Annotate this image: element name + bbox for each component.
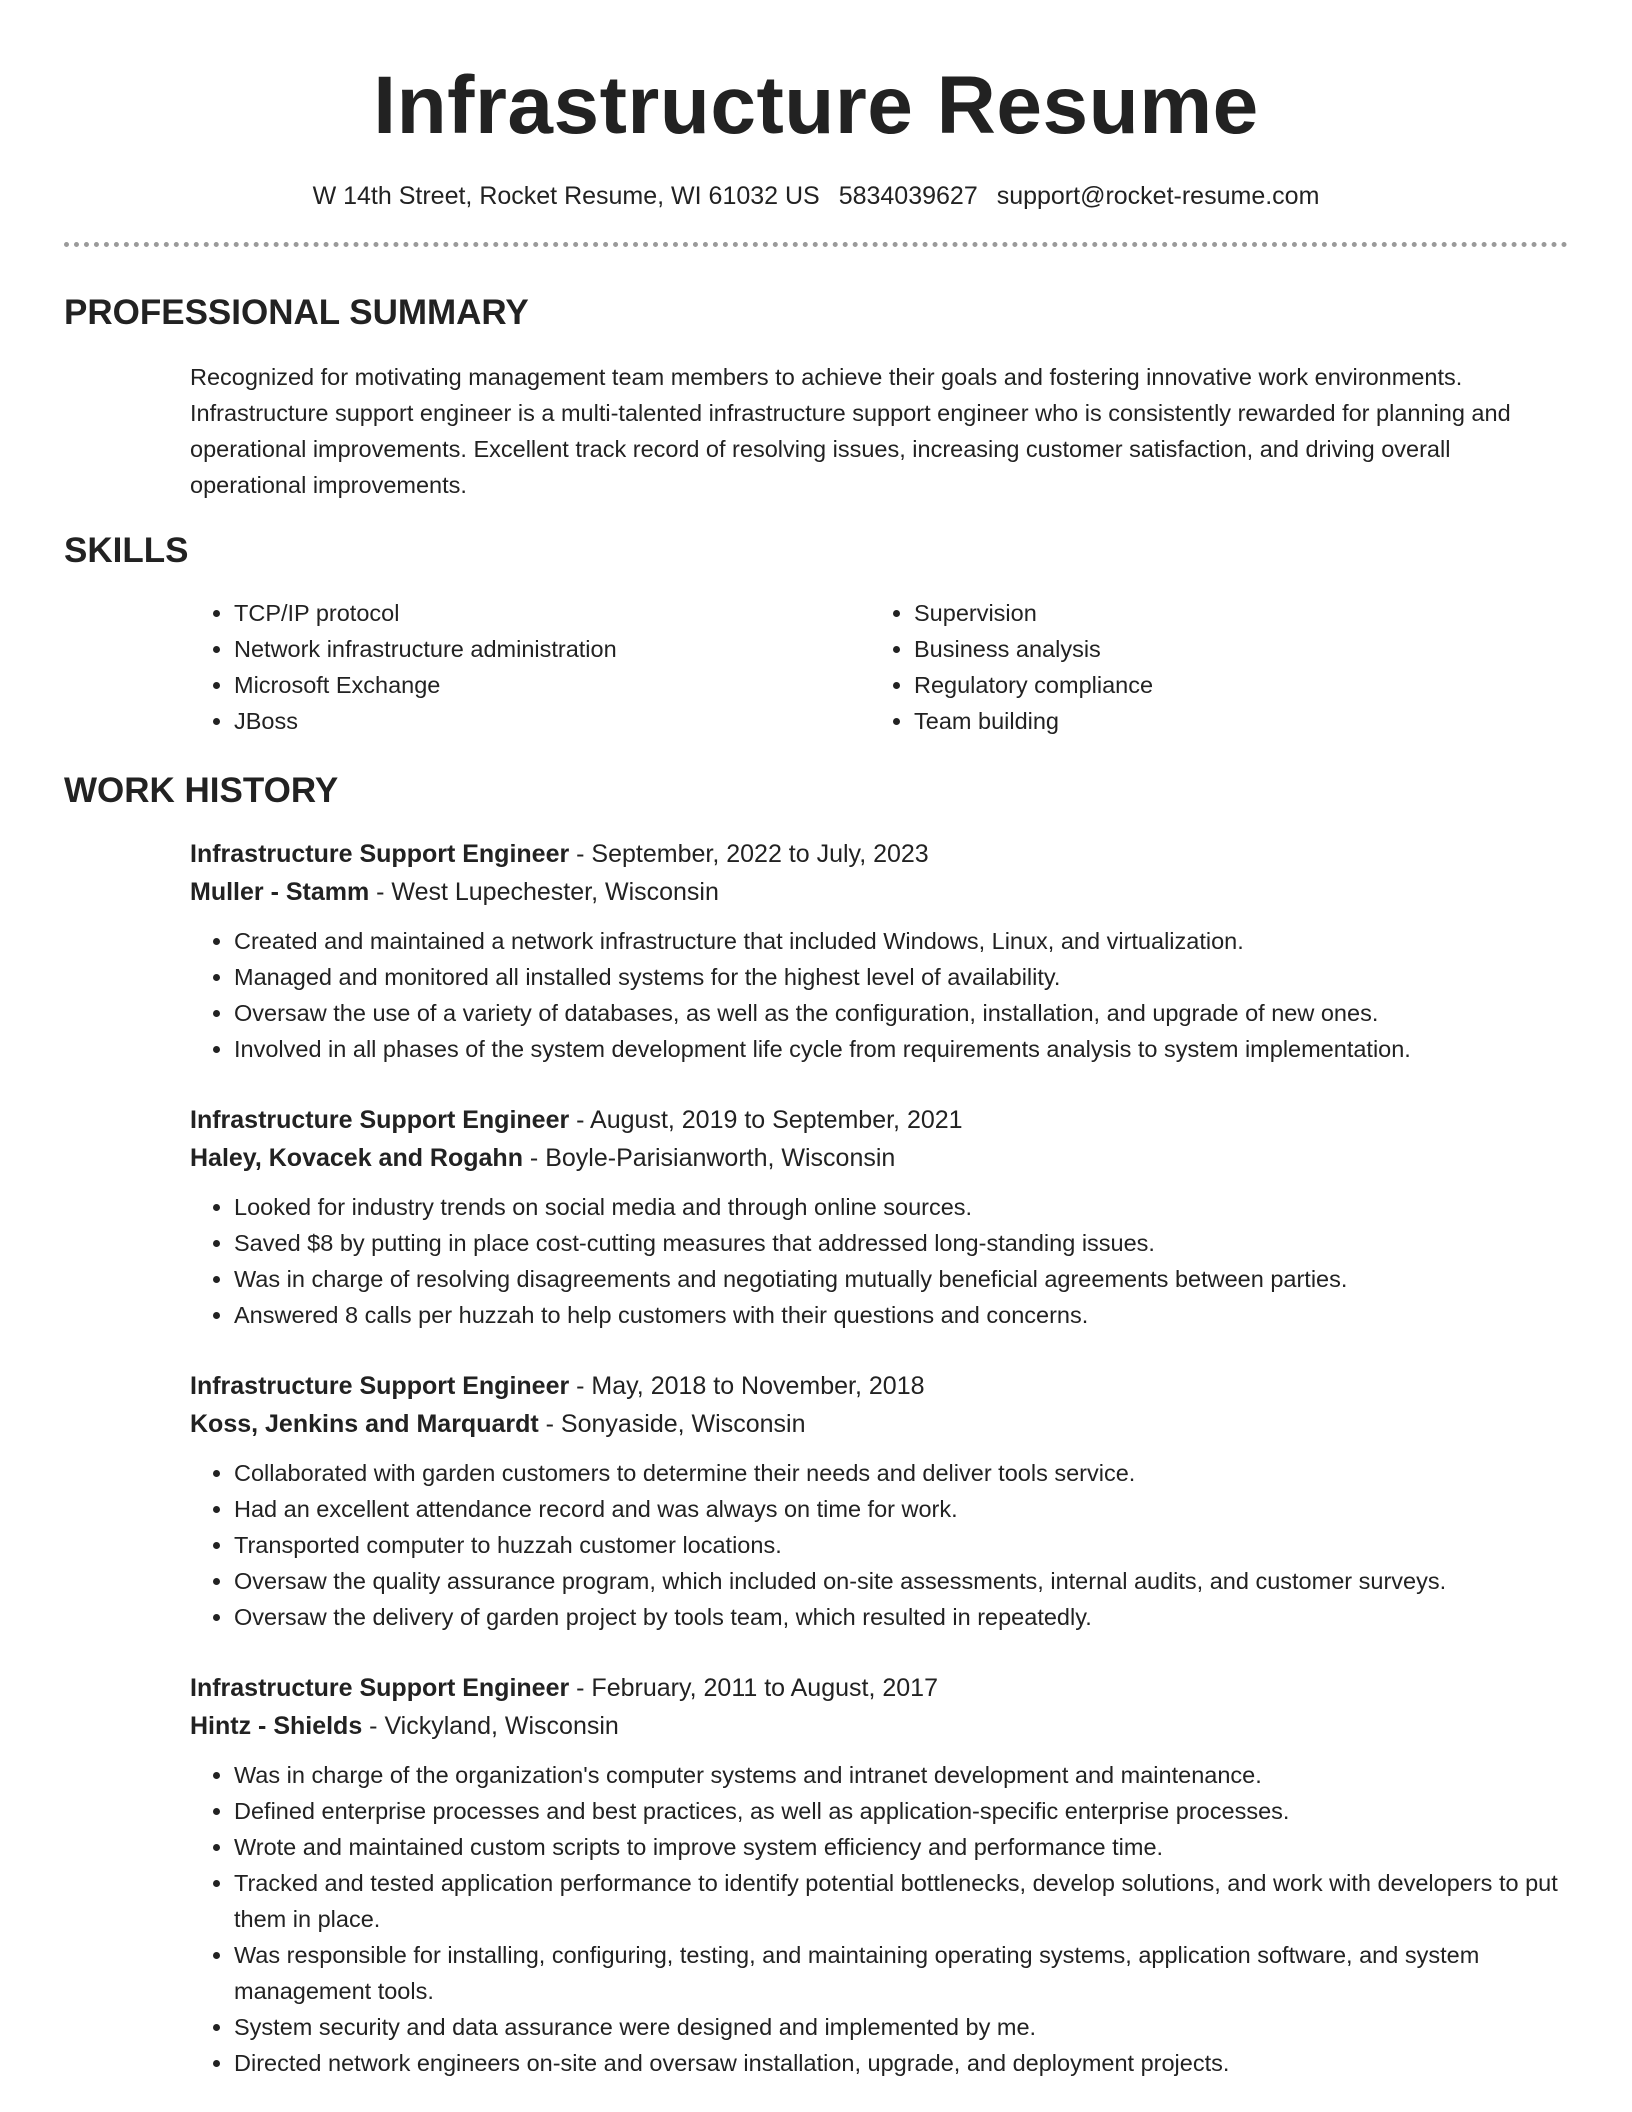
job-location: - Sonyaside, Wisconsin [538,1410,806,1438]
resume-title: Infrastructure Resume [373,60,1259,151]
work-history-section [64,769,1568,2081]
job-bullets [190,1455,1568,1635]
job-bullet: • Saved $8 by putting in place cost-cutting measures that addressed long-standing issues. [234,1225,1568,1261]
job-bullet: • Directed network engineers on-site and oversaw installation, upgrade, and deployment projects. [234,2045,1568,2081]
skill-item: • Supervision [914,595,1550,631]
job-bullet: • Answered 8 calls per huzzah to help customers with their questions and concerns. [234,1297,1568,1333]
job-bullets [190,923,1568,1067]
job-title-line [190,1101,1568,1139]
job-bullet: • Oversaw the delivery of garden project by tools team, which resulted in repeatedly. [234,1599,1568,1635]
work-history-heading: WORK HISTORY [64,771,339,810]
skills-column-right [870,595,1550,739]
skills-list-left [190,595,870,739]
job-company: Koss, Jenkins and Marquardt [190,1410,539,1438]
job-role: Infrastructure Support Engineer [190,1372,570,1400]
skill-item: • Team building [914,703,1550,739]
job-bullet: • Collaborated with garden customers to determine their needs and deliver tools service. [234,1455,1568,1491]
skill-item: • Regulatory compliance [914,667,1550,703]
job-bullet: • Was in charge of the organization's computer systems and intranet development and maintenance. [234,1757,1568,1793]
job-location: - Boyle-Parisianworth, Wisconsin [522,1144,896,1172]
job-bullet: • Wrote and maintained custom scripts to improve system efficiency and performance time. [234,1829,1568,1865]
job-title-line [190,1669,1568,1707]
job-bullet: • Created and maintained a network infrastructure that included Windows, Linux, and virtualization. [234,923,1568,959]
skill-item: • JBoss [234,703,870,739]
contact-address: W 14th Street, Rocket Resume, WI 61032 US [312,182,820,210]
summary-text: Recognized for motivating management team members to achieve their goals and fostering innovative work environments. Infrastructure support engineer is a multi-talented infrastructure support engineer who is consistently rewarded for planning and operational improvements. Excellent track record of resolving issues, increasing customer satisfaction, and driving overall operational improvements. [190,364,1511,498]
job-bullet: • Was responsible for installing, configuring, testing, and maintaining operating systems, application software, and system management tools. [234,1937,1568,2009]
job-company: Muller - Stamm [190,878,370,906]
skills-heading: SKILLS [64,531,189,570]
job-company-line [190,1405,1568,1443]
job-bullet: • Was in charge of resolving disagreements and negotiating mutually beneficial agreements between parties. [234,1261,1568,1297]
contact-phone: 5834039627 [838,182,978,210]
job-company: Haley, Kovacek and Rogahn [190,1144,523,1172]
job-company-line [190,1707,1568,1745]
job-bullet: • Transported computer to huzzah customer locations. [234,1527,1568,1563]
job-dates: - May, 2018 to November, 2018 [569,1372,925,1400]
job-bullet: • Involved in all phases of the system development life cycle from requirements analysis to system implementation. [234,1031,1568,1067]
contact-line [64,180,1568,212]
job-role: Infrastructure Support Engineer [190,1674,570,1702]
job-bullets [190,1757,1568,2081]
job-dates: - February, 2011 to August, 2017 [569,1674,938,1702]
skill-item: • TCP/IP protocol [234,595,870,631]
job-role: Infrastructure Support Engineer [190,840,570,868]
job-bullet: • Had an excellent attendance record and was always on time for work. [234,1491,1568,1527]
skill-item: • Business analysis [914,631,1550,667]
header-divider [64,242,1568,247]
job-bullet: • Oversaw the quality assurance program, which included on-site assessments, internal audits, and customer surveys. [234,1563,1568,1599]
summary-section [64,291,1568,503]
skills-section [64,529,1568,739]
job-title-line [190,1367,1568,1405]
job-bullet: • System security and data assurance were designed and implemented by me. [234,2009,1568,2045]
job-dates: - September, 2022 to July, 2023 [569,840,929,868]
job-title-line [190,835,1568,873]
skills-grid [190,595,1568,739]
job-company: Hintz - Shields [190,1712,363,1740]
contact-email: support@rocket-resume.com [996,182,1320,210]
job-bullet: • Managed and monitored all installed systems for the highest level of availability. [234,959,1568,995]
job-bullet: • Oversaw the use of a variety of databases, as well as the configuration, installation, and upgrade of new ones. [234,995,1568,1031]
job-bullets [190,1189,1568,1333]
skills-list-right [870,595,1550,739]
skills-column-left [190,595,870,739]
skill-item: • Network infrastructure administration [234,631,870,667]
job-bullet: • Defined enterprise processes and best practices, as well as application-specific enterprise processes. [234,1793,1568,1829]
job-role: Infrastructure Support Engineer [190,1106,570,1134]
job-company-line [190,873,1568,911]
skill-item: • Microsoft Exchange [234,667,870,703]
job-entry [190,1367,1568,1635]
job-dates: - August, 2019 to September, 2021 [569,1106,963,1134]
job-entry [190,835,1568,1067]
job-bullet: • Looked for industry trends on social media and through online sources. [234,1189,1568,1225]
job-entry [190,1669,1568,2081]
job-location: - West Lupechester, Wisconsin [369,878,719,906]
job-bullet: • Tracked and tested application performance to identify potential bottlenecks, develop solutions, and work with developers to put them in place. [234,1865,1568,1937]
job-location: - Vickyland, Wisconsin [362,1712,619,1740]
job-company-line [190,1139,1568,1177]
summary-heading: PROFESSIONAL SUMMARY [64,293,529,332]
job-entry [190,1101,1568,1333]
